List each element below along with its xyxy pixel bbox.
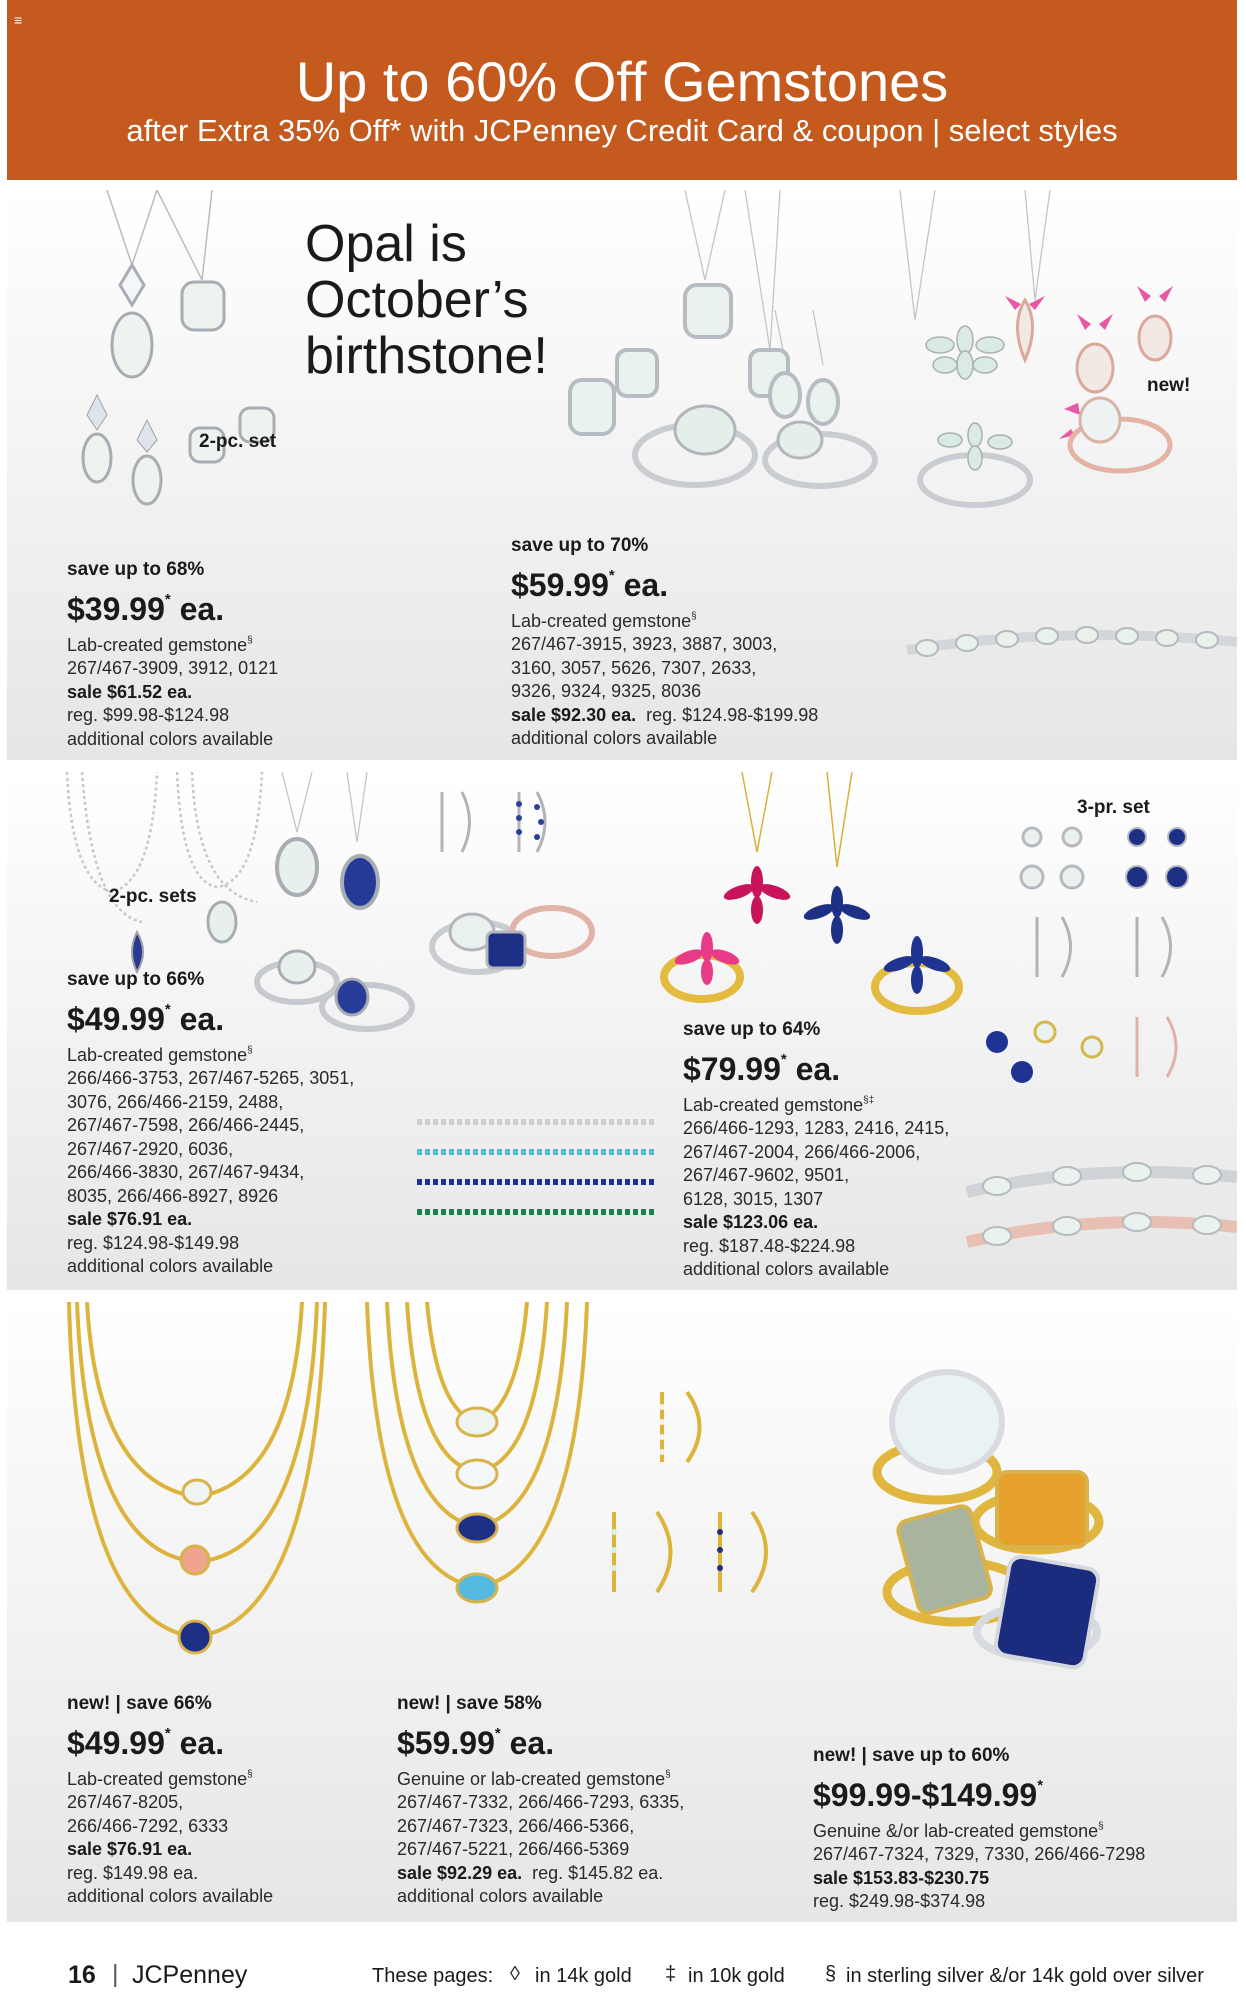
sku-line: 267/467-2004, 266/466-2006, <box>683 1141 921 1162</box>
layered-gold-necklaces-image[interactable] <box>77 1302 317 1672</box>
regular-price: reg. $99.98-$124.98 <box>67 705 230 725</box>
section-symbol-icon: § <box>825 1963 837 1985</box>
menu-icon[interactable]: ≡ <box>14 12 23 28</box>
tag-new: new! <box>1147 375 1191 396</box>
more-colors-note: additional colors available <box>397 1886 604 1906</box>
savings-text: new! | save up to 60% <box>813 1745 1010 1766</box>
sku-line: 3160, 3057, 5626, 7307, 2633, <box>511 657 757 678</box>
price: $79.99* ea. <box>683 1050 841 1087</box>
sku-line: 6128, 3015, 1307 <box>683 1188 824 1209</box>
opal-bracelet-image[interactable] <box>907 580 1237 700</box>
material-text: Lab-created gemstone§ <box>67 1768 253 1789</box>
opal-pendant-earring-set-image[interactable] <box>62 190 292 510</box>
sku-line: 267/467-3915, 3923, 3887, 3003, <box>511 634 778 654</box>
sku-line: 8035, 266/466-8927, 8926 <box>67 1185 279 1206</box>
brand-name: JCPenney <box>132 1961 248 1989</box>
sale-price: sale $153.83-$230.75 <box>813 1867 990 1888</box>
opal-section <box>7 190 1237 760</box>
sku-line: 267/467-9602, 9501, <box>683 1165 850 1185</box>
sku-line: 266/466-3830, 267/467-9434, <box>67 1162 305 1182</box>
sale-price: sale $92.30 ea. reg. $124.98-$199.98 <box>511 704 819 725</box>
savings-text: save up to 66% <box>67 969 205 990</box>
offer-opal-rings-pendants <box>511 534 818 751</box>
more-colors-note: additional colors available <box>511 728 718 748</box>
offer-gemstone-sets <box>67 968 354 1279</box>
legend-sterling-silver: in sterling silver &/or 14k gold over silver <box>846 1965 1204 1987</box>
more-colors-note: additional colors available <box>67 728 274 749</box>
sale-price: sale $123.06 ea. <box>683 1212 819 1232</box>
sale-price: sale $76.91 ea. <box>67 1839 193 1859</box>
price: $49.99* ea. <box>67 1000 225 1037</box>
sale-price: sale $76.91 ea. <box>67 1209 193 1229</box>
savings-text: save up to 70% <box>511 535 649 556</box>
promo-banner <box>7 0 1237 180</box>
regular-price: reg. $187.48-$224.98 <box>683 1235 856 1256</box>
savings-text: save up to 68% <box>67 559 205 580</box>
more-colors-note: additional colors available <box>67 1886 274 1906</box>
more-colors-note: additional colors available <box>683 1259 890 1279</box>
page-number: 16 <box>68 1961 96 1989</box>
sku-line: 3076, 266/466-2159, 2488, <box>67 1091 284 1112</box>
price: $59.99* ea. <box>397 1724 555 1761</box>
gemstone-sets-section <box>7 772 1237 1290</box>
opal-halo-bracelets-image[interactable] <box>967 1142 1237 1262</box>
material-text: Lab-created gemstone§ <box>67 634 253 655</box>
offer-multi-stone-necklaces <box>397 1692 684 1909</box>
double-dagger-symbol-icon: ‡ <box>665 1963 677 1985</box>
sku-line: 267/467-7323, 266/466-5366, <box>397 1815 635 1836</box>
regular-price: reg. $249.98-$374.98 <box>813 1891 986 1911</box>
price: $49.99* ea. <box>67 1724 225 1761</box>
savings-text: new! | save 58% <box>397 1693 542 1714</box>
hoops-and-rings-image[interactable] <box>427 782 607 992</box>
sale-price: sale $92.29 ea. reg. $145.82 ea. <box>397 1862 664 1883</box>
footer-separator: | <box>112 1960 119 1988</box>
gold-cocktail-rings-image[interactable] <box>867 1362 1137 1692</box>
material-text: Lab-created gemstone§ <box>67 1044 253 1065</box>
gold-gemstone-section <box>7 1302 1237 1922</box>
material-text: Lab-created gemstone§‡ <box>683 1094 875 1115</box>
more-colors-note: additional colors available <box>67 1256 274 1276</box>
sku-line: 267/467-7332, 266/466-7293, 6335, <box>397 1792 685 1812</box>
savings-text: save up to 64% <box>683 1019 821 1040</box>
sku-line: 267/467-3909, 3912, 0121 <box>67 658 279 678</box>
sale-price: sale $61.52 ea. <box>67 681 193 702</box>
sku-line: 266/466-3753, 267/467-5265, 3051, <box>67 1068 355 1088</box>
gold-multi-stone-necklaces-image[interactable] <box>367 1302 587 1652</box>
regular-price: reg. $149.98 ea. <box>67 1862 199 1883</box>
sku-line: 267/467-7324, 7329, 7330, 266/466-7298 <box>813 1844 1146 1864</box>
sku-line: 267/467-2920, 6036, <box>67 1138 234 1159</box>
tag-2pc-sets: 2-pc. sets <box>109 886 197 907</box>
banner-subtitle: after Extra 35% Off* with JCPenney Credit Card & coupon | select styles <box>126 113 1118 148</box>
sku-line: 9326, 9324, 9325, 8036 <box>511 681 702 701</box>
legend-10k-gold: in 10k gold <box>688 1965 785 1987</box>
gold-hoop-earrings-image[interactable] <box>602 1382 802 1622</box>
legend-14k-gold: in 14k gold <box>535 1965 632 1987</box>
price: $99.99-$149.99* <box>813 1776 1044 1813</box>
material-text: Lab-created gemstone§ <box>511 610 697 631</box>
offer-cocktail-rings <box>813 1744 1145 1914</box>
savings-text: new! | save 66% <box>67 1693 212 1714</box>
sku-line: 266/466-1293, 1283, 2416, 2415, <box>683 1118 950 1138</box>
sku-line: 267/467-5221, 266/466-5369 <box>397 1839 630 1859</box>
opal-headline: Opal is October’s birthstone! <box>305 215 548 385</box>
price: $39.99* ea. <box>67 590 225 627</box>
opal-rings-pendants-image[interactable] <box>555 190 1195 510</box>
page-footer <box>0 1955 1246 1995</box>
regular-price: reg. $124.98-$149.98 <box>67 1232 240 1253</box>
material-text: Genuine or lab-created gemstone§ <box>397 1768 671 1789</box>
price: $59.99* ea. <box>511 566 669 603</box>
tennis-bracelets-image[interactable] <box>407 1102 667 1262</box>
sku-line: 267/467-7598, 266/466-2445, <box>67 1115 305 1135</box>
offer-gold-gem-cluster <box>683 1018 949 1282</box>
offer-opal-earring-set <box>67 558 278 751</box>
sku-line: 266/466-7292, 6333 <box>67 1815 229 1836</box>
diamond-symbol-icon: ◊ <box>510 1963 520 1985</box>
footer-legend-label: These pages: <box>372 1965 494 1987</box>
tag-2pc-set: 2-pc. set <box>199 431 277 452</box>
banner-title: Up to 60% Off Gemstones <box>295 50 949 113</box>
three-pair-earring-set-image[interactable] <box>1017 817 1237 1077</box>
offer-layered-necklaces <box>67 1692 273 1909</box>
material-text: Genuine &/or lab-created gemstone§ <box>813 1820 1104 1841</box>
gold-gem-cluster-image[interactable] <box>647 772 997 1032</box>
tag-3pr-set: 3-pr. set <box>1077 797 1150 818</box>
sku-line: 267/467-8205, <box>67 1792 184 1812</box>
